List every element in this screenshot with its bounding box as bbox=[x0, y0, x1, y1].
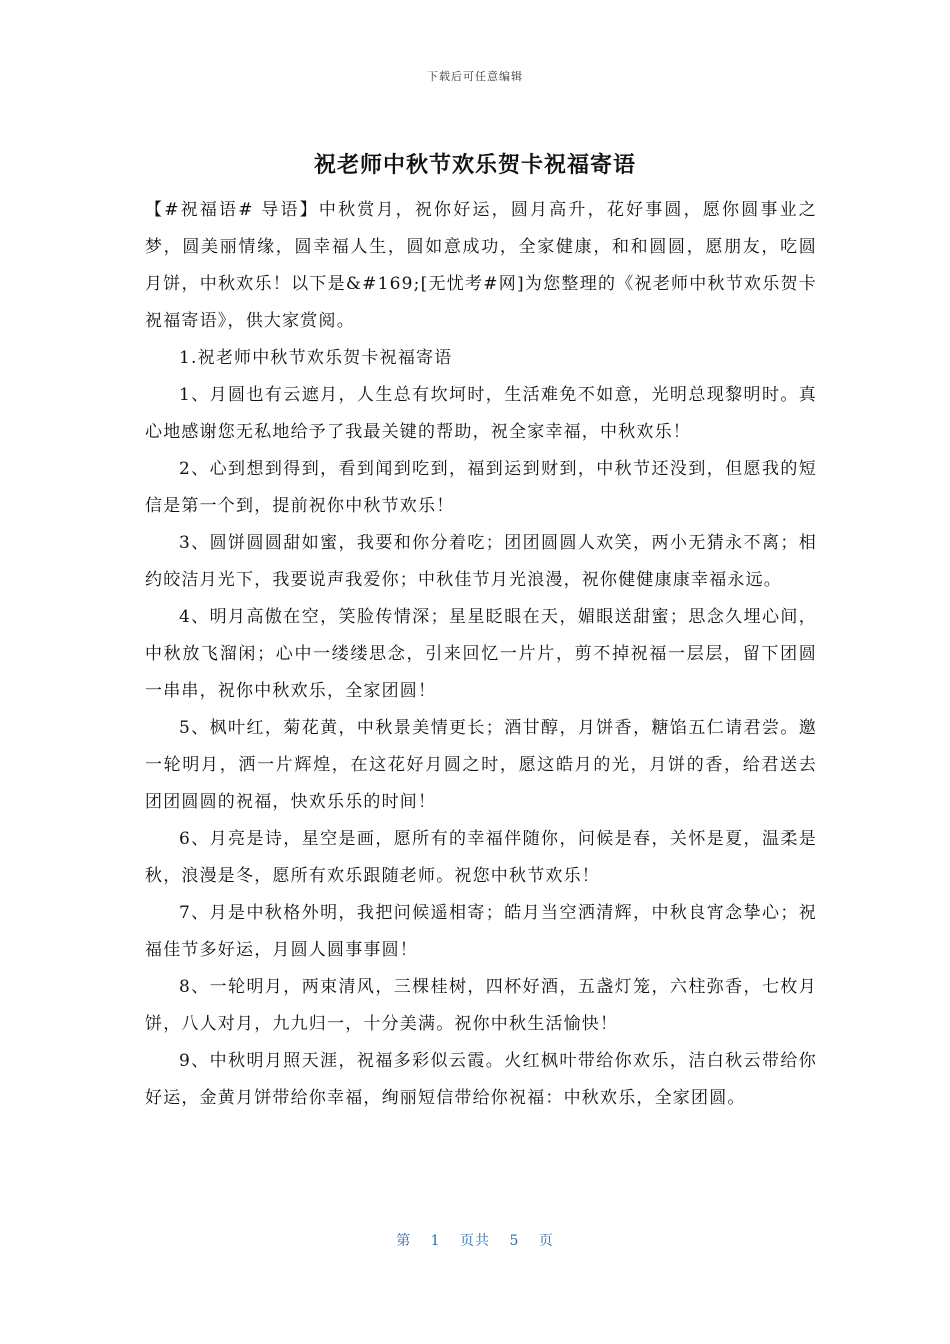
page-number: 第 1 页共 5 页 bbox=[396, 1233, 554, 1249]
list-item: 4、明月高傲在空，笑脸传情深；星星眨眼在天，媚眼送甜蜜；思念久埋心间，中秋放飞溜闲；心中一缕缕思念，引来回忆一片片，剪不掉祝福一层层，留下团圆一串串，祝你中秋欢乐，全家团圆！ bbox=[145, 607, 817, 701]
list-item: 5、枫叶红，菊花黄，中秋景美情更长；酒甘醇，月饼香，糖馅五仁请君尝。邀一轮明月，洒一片辉煌，在这花好月圆之时，愿这皓月的光，月饼的香，给君送去团团圆圆的祝福，快欢乐乐的时间！ bbox=[145, 718, 817, 812]
section-heading: 1.祝老师中秋节欢乐贺卡祝福寄语 bbox=[179, 348, 453, 368]
header-note: 下载后可任意编辑 bbox=[427, 70, 523, 83]
list-item: 1、月圆也有云遮月，人生总有坎坷时，生活难免不如意，光明总现黎明时。真心地感谢您无私地给予了我最关键的帮助，祝全家幸福，中秋欢乐！ bbox=[145, 385, 817, 442]
list-item: 6、月亮是诗，星空是画，愿所有的幸福伴随你，问候是春，关怀是夏，温柔是秋，浪漫是冬，愿所有欢乐跟随老师。祝您中秋节欢乐！ bbox=[145, 829, 817, 886]
page-title: 祝老师中秋节欢乐贺卡祝福寄语 bbox=[313, 153, 636, 178]
list-item: 7、月是中秋格外明，我把问候遥相寄；皓月当空洒清辉，中秋良宵念挚心；祝福佳节多好运，月圆人圆事事圆！ bbox=[145, 903, 817, 960]
document-body bbox=[145, 192, 817, 1117]
list-item: 2、心到想到得到，看到闻到吃到，福到运到财到，中秋节还没到，但愿我的短信是第一个到，提前祝你中秋节欢乐！ bbox=[145, 459, 817, 516]
intro-paragraph: 【#祝福语# 导语】中秋赏月，祝你好运，圆月高升，花好事圆，愿你圆事业之梦，圆美丽情缘，圆幸福人生，圆如意成功，全家健康，和和圆圆，愿朋友，吃圆月饼，中秋欢乐！以下是&#169;[无忧考#网]为您整理的《祝老师中秋节欢乐贺卡祝福寄语》，供大家赏阅。 bbox=[145, 200, 817, 331]
list-item: 8、一轮明月，两束清风，三棵桂树，四杯好酒，五盏灯笼，六柱弥香，七枚月饼，八人对月，九九归一，十分美满。祝你中秋生活愉快！ bbox=[145, 977, 817, 1034]
list-item: 9、中秋明月照天涯，祝福多彩似云霞。火红枫叶带给你欢乐，洁白秋云带给你好运，金黄月饼带给你幸福，绚丽短信带给你祝福：中秋欢乐，全家团圆。 bbox=[145, 1051, 817, 1108]
list-item: 3、圆饼圆圆甜如蜜，我要和你分着吃；团团圆圆人欢笑，两小无猜永不离；相约皎洁月光下，我要说声我爱你；中秋佳节月光浪漫，祝你健健康康幸福永远。 bbox=[145, 533, 817, 590]
